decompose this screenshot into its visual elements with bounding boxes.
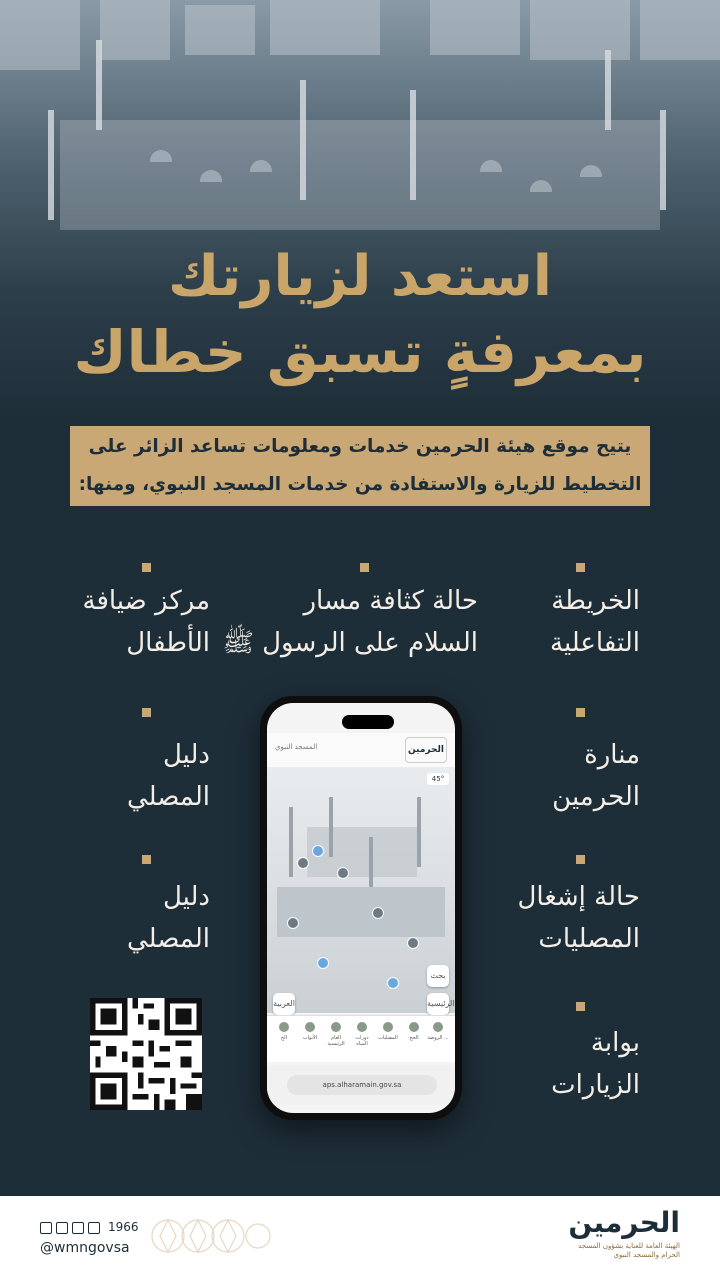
qr-code[interactable]	[90, 998, 202, 1110]
map-pin-icon[interactable]	[297, 857, 309, 869]
bullet-icon	[576, 1002, 585, 1011]
map-pin-icon[interactable]	[317, 957, 329, 969]
nav-item-restrooms[interactable]: دورات المياه	[349, 1022, 375, 1047]
service-prayer-area-occupancy: حالة إشغال المصليات	[517, 882, 640, 954]
bullet-icon	[360, 563, 369, 572]
map-pin-icon[interactable]	[407, 937, 419, 949]
globe-icon[interactable]: العربية	[273, 993, 295, 1015]
bullet-icon	[142, 708, 151, 717]
bullet-icon	[576, 708, 585, 717]
map-pin-icon[interactable]	[337, 867, 349, 879]
map-pin-icon[interactable]	[372, 907, 384, 919]
nav-item-prayer-areas[interactable]: المصليات	[375, 1022, 401, 1041]
map-pin-icon[interactable]	[387, 977, 399, 989]
app-header-text: المسجد النبوي	[275, 743, 318, 751]
map-pin-icon[interactable]	[312, 845, 324, 857]
hotline-number: 1966	[108, 1220, 139, 1234]
app-logo[interactable]: الحرمين	[405, 737, 447, 763]
service-interactive-map: الخريطة التفاعلية	[550, 586, 640, 658]
intro-band	[70, 426, 650, 506]
nav-item-more[interactable]: الخ	[271, 1022, 297, 1041]
bullet-icon	[142, 855, 151, 864]
camera-icon[interactable]: الرئيسية	[427, 993, 449, 1015]
headline-line-2: بمعرفةٍ تسبق خطاك	[73, 318, 647, 386]
service-children-care: مركز ضيافة الأطفال	[82, 586, 210, 658]
app-header	[267, 733, 455, 767]
dynamic-island	[342, 715, 394, 729]
instagram-icon[interactable]	[56, 1222, 68, 1234]
footer	[0, 1196, 720, 1280]
intro-line-1: يتيح موقع هيئة الحرمين خدمات ومعلومات تساعد الزائر على	[88, 436, 632, 457]
bullet-icon	[576, 855, 585, 864]
search-icon[interactable]: بحث	[427, 965, 449, 987]
youtube-icon[interactable]	[72, 1222, 84, 1234]
bullet-icon	[142, 563, 151, 572]
nav-item-rawdah[interactable]: الروضة ...	[425, 1022, 451, 1041]
phone-icon[interactable]	[88, 1222, 100, 1234]
headline-line-1: استعد لزيارتك	[168, 244, 552, 309]
bottom-nav	[267, 1015, 455, 1062]
service-worshipper-guide-2: دليل المصلي	[126, 882, 210, 954]
browser-url-bar	[267, 1065, 455, 1105]
service-haramain-manara: منارة الحرمين	[552, 740, 640, 812]
url-field[interactable]: aps.alharamain.gov.sa	[287, 1075, 437, 1095]
intro-line-2: التخطيط للزيارة والاستفادة من خدمات المسجد النبوي، ومنها:	[78, 474, 642, 495]
phone-screen	[267, 703, 455, 1113]
nav-item-main[interactable]: العام الرئيسية	[323, 1022, 349, 1047]
bullet-icon	[576, 563, 585, 572]
social-handle[interactable]: @wmngovsa	[40, 1240, 130, 1256]
nav-item-gates[interactable]: الأبواب	[297, 1022, 323, 1041]
brand-subtitle: الهيئة العامة للعناية بشؤون المسجد الحرام والمسجد النبوي	[578, 1242, 680, 1259]
map-pin-icon[interactable]	[287, 917, 299, 929]
ornament-pattern	[148, 1208, 272, 1264]
temperature-badge: 45°	[427, 773, 449, 785]
x-icon[interactable]	[40, 1222, 52, 1234]
phone-mockup	[260, 696, 462, 1120]
nav-item-hajj[interactable]: الحج	[401, 1022, 427, 1041]
service-visits-portal: بوابة الزيارات	[551, 1028, 640, 1100]
service-worshipper-guide: دليل المصلي	[126, 740, 210, 812]
brand-logo: الحرمين	[568, 1206, 680, 1239]
service-salam-route-density: حالة كثافة مسار السلام على الرسول ﷺ	[222, 586, 478, 658]
